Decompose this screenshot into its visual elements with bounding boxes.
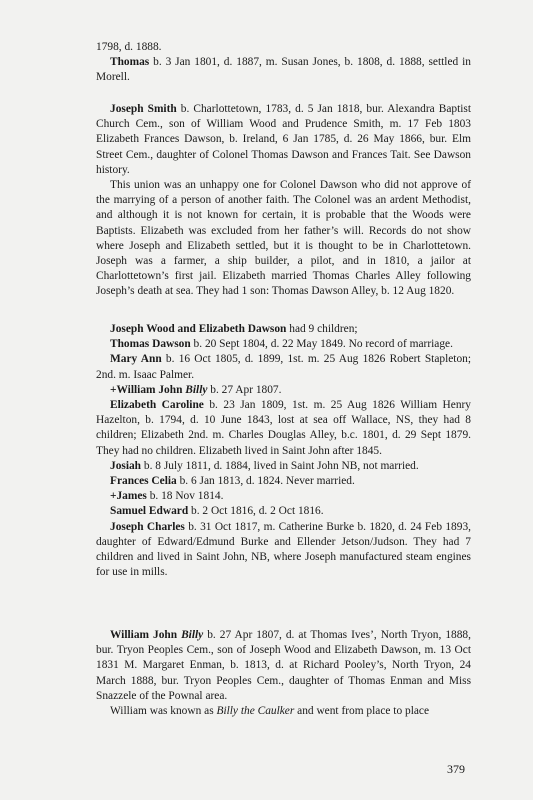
person-name: Joseph Smith bbox=[110, 103, 177, 115]
child-entry: Joseph Charles b. 31 Oct 1817, m. Catherine Burke b. 1820, d. 24 Feb 1893, daughter of Edward/Edmund Burke and Ellender Jetson/Judson. They had 7 children and lived in Saint John, NB, where Joseph manufactured steam engines for use in mills. bbox=[96, 520, 471, 579]
page-number: 379 bbox=[447, 762, 465, 776]
joseph-smith-narrative: This union was an unhappy one for Colonel Dawson who did not approve of the marrying of a person of another faith. The Colonel was an ardent Methodist, and although it is not known for certain, it is probable that the Woods were Baptists. Elizabeth was excluded from her father’s will. Records do not show where Joseph and Elizabeth settled, but it is thought to be in Charlottetown. Joseph was a farmer, a ship builder, a pilot, and in 1810, a jailor at Charlottetown’s first jail. Elizabeth married Thomas Charles Alley following Joseph’s death at sea. They had 1 son: Thomas Dawson Alley, b. 12 Aug 1820. bbox=[96, 179, 471, 298]
child-entry: Mary Ann b. 16 Oct 1805, d. 1899, 1st. m. 25 Aug 1826 Robert Stapleton; 2nd. m. Isaac Palmer. bbox=[96, 353, 472, 381]
child-entry: Thomas Dawson b. 20 Sept 1804, d. 22 May 1849. No record of marriage. bbox=[110, 338, 453, 351]
child-entry: +James b. 18 Nov 1814. bbox=[110, 490, 224, 503]
continued-line: 1798, d. 1888. bbox=[96, 41, 162, 53]
william-john-entry: William John Billy b. 27 Apr 1807, d. at Thomas Ives’, North Tryon, 1888, bur. Tryon Peoples Cem., son of Joseph Wood and Elizabeth Dawson, m. 13 Oct 1831 M. Margaret Enman, b. 1813, d. at Richard Pooley’s, North Tryon, 24 March 1888, bur. Tryon Peoples Cem., daughter of Thomas Enman and Miss Snazzele of the Pownal area. bbox=[96, 629, 471, 702]
child-entry: Elizabeth Caroline b. 23 Jan 1809, 1st. m. 25 Aug 1826 William Henry Hazelton, b. 1794, d. 10 June 1843, lost at sea off Wallace, NS, they had 8 children; Elizabeth 2nd. m. Charles Douglas Alley, b.c. 1801, d. 29 Sept 1879. They had no children. Elizabeth lived in Saint John after 1845. bbox=[96, 399, 471, 457]
person-name: Thomas bbox=[110, 56, 150, 69]
children-section bbox=[96, 322, 471, 580]
child-entry: +William John Billy b. 27 Apr 1807. bbox=[110, 383, 282, 396]
william-john-narrative: William was known as Billy the Caulker and went from place to place bbox=[110, 705, 430, 718]
child-entry: Josiah b. 8 July 1811, d. 1884, lived in Saint John NB, not married. bbox=[110, 459, 419, 472]
joseph-smith-entry: Joseph Smith b. Charlottetown, 1783, d. 5 Jan 1818, bur. Alexandra Baptist Church Cem., son of William Wood and Prudence Smith, m. 17 Feb 1803 Elizabeth Frances Dawson, b. Ireland, 6 Jan 1785, d. 26 May 1866, bur. Elm Street Cem., daughter of Colonel Thomas Dawson and Frances Tait. See Dawson history. bbox=[96, 103, 472, 176]
thomas-entry: Thomas b. 3 Jan 1801, d. 1887, m. Susan Jones, b. 1808, d. 1888, settled in Morell. bbox=[96, 56, 471, 84]
child-entry: Frances Celia b. 6 Jan 1813, d. 1824. Never married. bbox=[110, 475, 355, 488]
joseph-smith-section bbox=[96, 102, 471, 300]
child-entry: Samuel Edward b. 2 Oct 1816, d. 2 Oct 1816. bbox=[110, 505, 324, 518]
children-header: Joseph Wood and Elizabeth Dawson had 9 children; bbox=[110, 323, 358, 335]
william-john-section bbox=[96, 628, 471, 719]
top-section bbox=[96, 40, 471, 86]
